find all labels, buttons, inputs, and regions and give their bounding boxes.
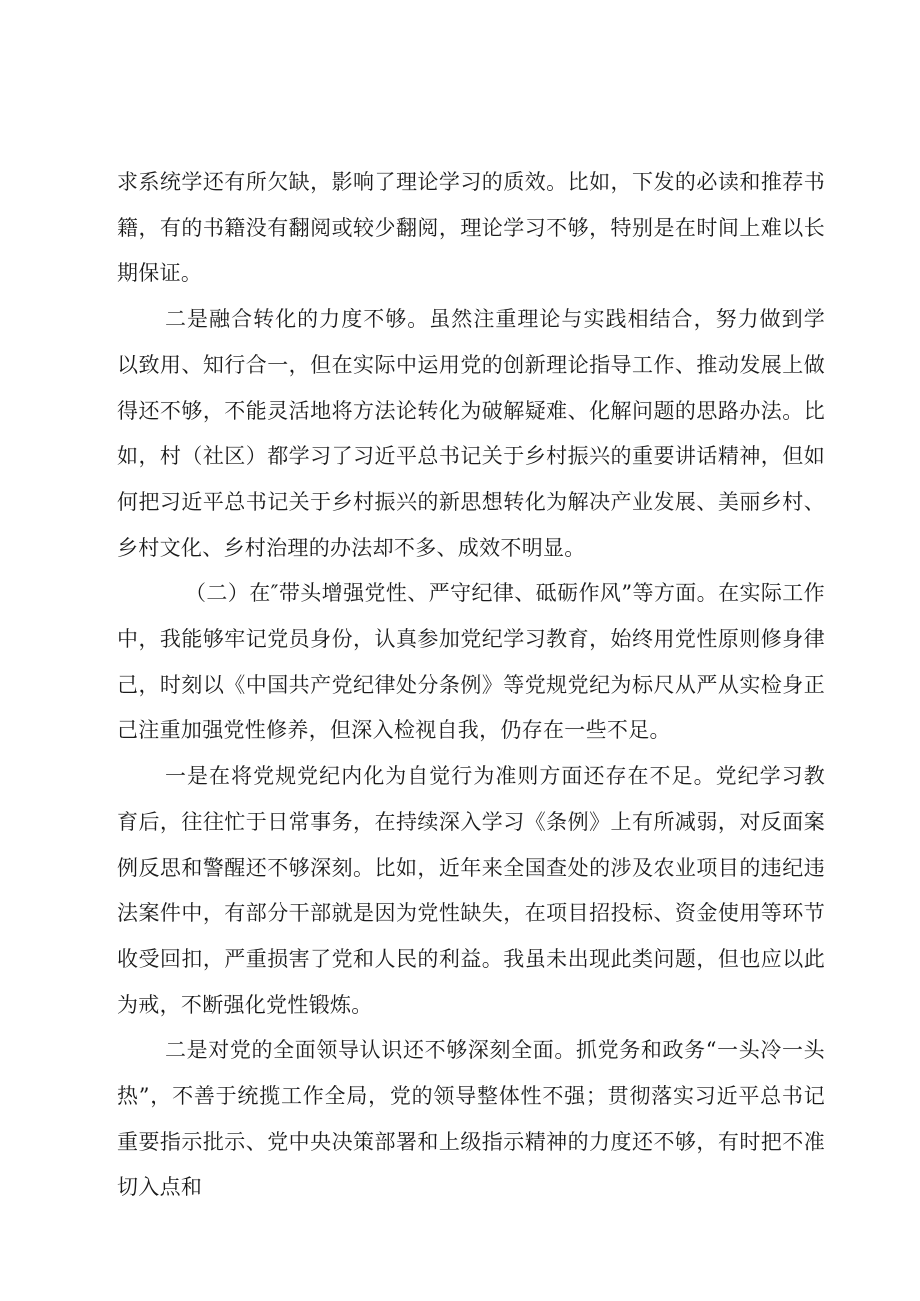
paragraph-leadership-point: 二是对党的全面领导认识还不够深刻全面。抓党务和政务“一头冷一头热”，不善于统揽工作全局，党的领导整体性不强；贯彻落实习近平总书记重要指示批示、党中央决策部署和上级指示精神的力度还不够，有时把不准切入点和 bbox=[117, 1038, 825, 1200]
paragraph-section-two-heading: （二）在″带头增强党性、严守纪律、砥砺作风”等方面。在实际工作中，我能够牢记党员身份，认真参加党纪学习教育，始终用党性原则修身律己，时刻以《中国共产党纪律处分条例》等党规党纪为标尺从严从实检身正己注重加强党性修养，但深入检视自我，仍存在一些不足。 bbox=[117, 581, 825, 743]
paragraph-discipline-point: 一是在将党规党纪内化为自觉行为准则方面还存在不足。党纪学习教育后，往往忙于日常事务，在持续深入学习《条例》上有所减弱，对反面案例反思和警醒还不够深刻。比如，近年来全国查处的涉及农业项目的违纪违法案件中，有部分干部就是因为党性缺失，在项目招投标、资金使用等环节收受回扣，严重损害了党和人民的利益。我虽未出现此类问题，但也应以此为戒，不断强化党性锻炼。 bbox=[117, 764, 825, 1017]
paragraph-integration-point: 二是融合转化的力度不够。虽然注重理论与实践相结合，努力做到学以致用、知行合一，但在实际中运用党的创新理论指导工作、推动发展上做得还不够，不能灵活地将方法论转化为破解疑难、化解问题的思路办法。比如，村（社区）都学习了习近平总书记关于乡村振兴的重要讲话精神，但如何把习近平总书记关于乡村振兴的新思想转化为解决产业发展、美丽乡村、乡村文化、乡村治理的办法却不多、成效不明显。 bbox=[117, 307, 825, 560]
paragraph-continuation: 求系统学还有所欠缺，影响了理论学习的质效。比如，下发的必读和推荐书籍，有的书籍没有翻阅或较少翻阅，理论学习不够，特别是在时间上难以长期保证。 bbox=[117, 170, 825, 286]
document-body bbox=[117, 160, 825, 1211]
